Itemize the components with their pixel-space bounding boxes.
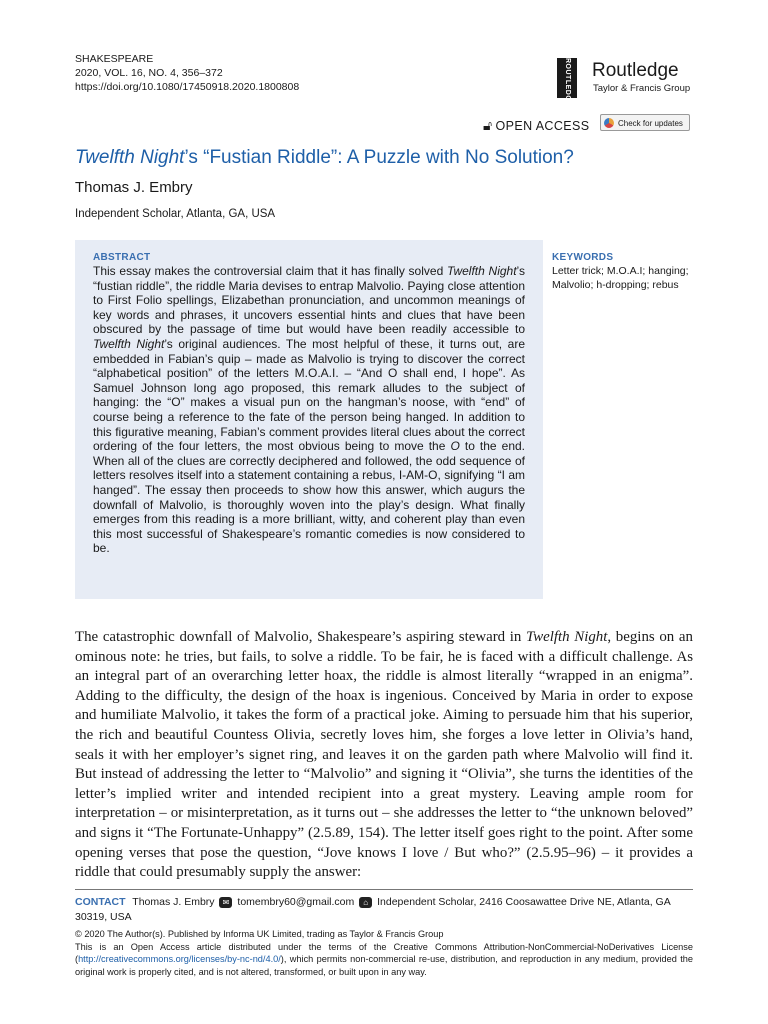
abstract-text: This essay makes the controversial claim that it has finally solved Twelfth Night’s “fustian riddle”, the riddle Maria devises to entrap Malvolio. Paying close attention to First Folio spellings, Elizabethan pronunciation, and uncommon meanings of key words and phrases, it uncovers essential hints and clues that have been obscured by the passage of time but would have been readily accessible to Twelfth Night’s original audiences. The most helpful of these, it turns out, are embedded in Fabian’s quip – made as Malvolio is trying to discover the correct “alphabetical position” of the letters M.O.A.I. – “And O shall end, I hope”. As Samuel Johnson long ago proposed, this remark alludes to the subject of hanging: the “O” makes a visual pun on the hangman’s noose, with “end” of course being a reference to the fate of the person being hanged. In addition to this figurative meaning, Fabian’s comment provides literal clues about the correct ordering of the four letters, the most obvious being to move the O to the end. When all of the clues are correctly deciphered and followed, the odd sequence of letters resolves itself into a statement containing a rebus, I-AM-O, signifying “I am hanged”. The essay then proceeds to show how this answer, which augurs the downfall of Malvolio, is thoroughly woven into the play’s design. What finally emerges from this reading is a more brilliant, witty, and coherent play than even this most successful of Shakespeare’s romantic comedies is now considered to be. [93,264,526,556]
publisher-logo [557,58,697,107]
open-access-badge [483,117,590,134]
contact-address: Independent Scholar, 2416 Coosawattee Drive NE, Atlanta, GA 30319, USA [75,896,671,923]
email-icon: ✉︎ [219,897,232,908]
copyright-line: © 2020 The Author(s). Published by Informa UK Limited, trading as Taylor & Francis Group [75,929,444,939]
keywords-list: Letter trick; M.O.A.I; hanging; Malvolio; h-dropping; rebus [552,265,689,291]
contact-label: CONTACT [75,896,126,908]
open-access-label: OPEN ACCESS [495,119,590,133]
journal-meta [75,52,299,94]
contact-info [75,895,693,924]
check-for-updates-icon [604,118,614,128]
license-link[interactable]: http://creativecommons.org/licenses/by-nc-nd/4.0/ [78,954,281,964]
contact-name: Thomas J. Embry [132,896,215,908]
article-title-italic: Twelfth Night [75,147,185,168]
journal-issue: 2020, VOL. 16, NO. 4, 356–372 [75,67,223,79]
copyright-notice [75,928,693,978]
article-title-rest: ’s “Fustian Riddle”: A Puzzle with No Solution? [184,147,574,168]
publisher-name: Routledge [592,60,679,81]
open-access-lock-icon: 🔓︎ [483,117,493,133]
body-paragraph: The catastrophic downfall of Malvolio, Shakespeare’s aspiring steward in Twelfth Night, begins on an ominous note: he tries, but fails, to solve a riddle. To be fair, he is faced with a difficult challenge. As an integral part of an overarching letter hoax, the riddle is almost literally “wrapped in an enigma”. Adding to the difficulty, the design of the hoax is ingenious. Conceived by Maria in order to expose and humiliate Malvolio, it takes the form of a practical joke. Aiming to persuade him that his superior, the rich and beautiful Countess Olivia, secretly loves him, she forges a love letter in Olivia’s hand, seals it with her employer’s signet ring, and leaves it on the garden path where Malvolio will find it. But instead of addressing the letter to “Malvolio” and signing it “Olivia”, she turns the identities of the letter’s implied writer and intended recipient into a great mystery. Leaving ample room for interpretation – or misinterpretation, as it turns out – she addresses the letter to “the unknown beloved” and signs it “The Fortunate-Unhappy” (2.5.89, 154). The letter itself goes right to the point. After some opening verses that pose the question, “Jove knows I love / But who?” (2.5.95–96) – it provides a riddle that could presumably supply the answer: [75,629,693,881]
doi-link[interactable]: https://doi.org/10.1080/17450918.2020.1800808 [75,81,300,93]
publisher-group: Taylor & Francis Group [593,83,691,94]
check-for-updates-label: Check for updates [618,119,683,128]
license-statement: This is an Open Access article distributed under the terms of the Creative Commons Attribution-NonCommercial-NoDerivatives License (http://creativecommons.org/licenses/by-nc-nd/4.0/), which permits non-commercial re-use, distribution, and reproduction in any medium, provided the original work is properly cited, and is not altered, transformed, or built upon in any way. [75,941,693,977]
author-affiliation: Independent Scholar, Atlanta, GA, USA [75,208,276,220]
address-icon: ⌂ [359,897,372,908]
keywords-heading: KEYWORDS [552,252,614,263]
footer-divider [75,889,693,890]
author-name: Thomas J. Embry [75,179,193,196]
contact-email[interactable]: tomembry60@gmail.com [237,896,355,908]
routledge-logo-icon: ROUTLEDGE [557,58,577,98]
abstract-heading: ABSTRACT [93,252,151,263]
journal-name: SHAKESPEARE [75,53,154,65]
article-title [75,147,574,169]
check-for-updates-button[interactable] [600,114,690,131]
